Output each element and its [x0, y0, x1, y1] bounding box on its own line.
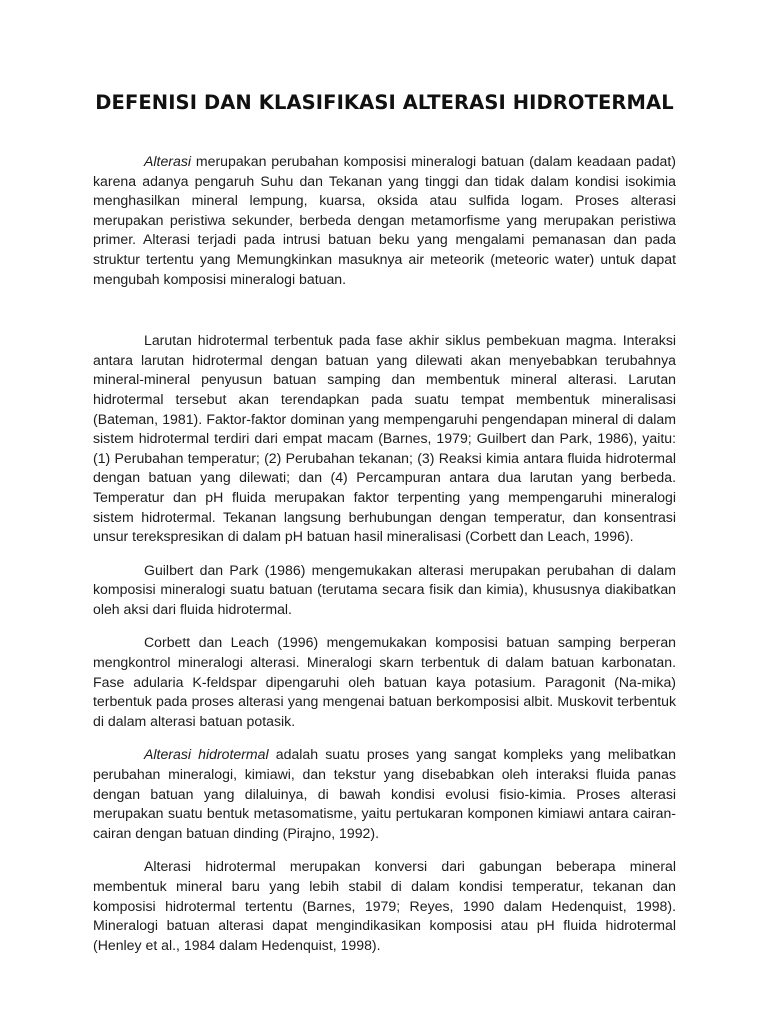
paragraph-larutan-hidrotermal: Larutan hidrotermal terbentuk pada fase akhir siklus pembekuan magma. Interaksi antara larutan hidrotermal dengan batuan yang dilewati akan menyebabkan terubahnya mineral-mineral penyusun batuan samping dan membentuk mineral alterasi. Larutan hidrotermal tersebut akan terendapkan pada suatu tempat membentuk mineralisasi (Bateman, 1981). Faktor-faktor dominan yang mempengaruhi pengendapan mineral di dalam sistem hidrotermal terdiri dari empat macam (Barnes, 1979; Guilbert dan Park, 1986), yaitu: (1) Perubahan temperatur; (2) Perubahan tekanan; (3) Reaksi kimia antara fluida hidrotermal dengan batuan yang dilewati; dan (4) Percampuran antara dua larutan yang berbeda. Temperatur dan pH fluida merupakan faktor terpenting yang mempengaruhi mineralogi sistem hidrotermal. Tekanan langsung berhubungan dengan temperatur, dan konsentrasi unsur terekspresikan di dalam pH batuan hasil mineralisasi (Corbett dan Leach, 1996).: [93, 332, 676, 545]
document-title: DEFENISI DAN KLASIFIKASI ALTERASI HIDROTERMAL: [95, 91, 674, 114]
paragraph-text: adalah suatu proses yang sangat kompleks yang melibatkan perubahan mineralogi, kimiawi, dan tekstur yang disebabkan oleh interaksi fluida panas dengan batuan yang dilaluinya, di bawah kondisi evolusi fisio-kimia. Proses alterasi merupakan suatu bentuk metasomatisme, yaitu pertukaran komponen kimiawi antara cairan-cairan dengan batuan dinding (Pirajno, 1992).: [93, 746, 676, 841]
term-alterasi-hidrotermal: Alterasi hidrotermal: [144, 746, 269, 763]
term-alterasi: Alterasi: [144, 153, 191, 169]
paragraph-text: merupakan perubahan komposisi mineralogi batuan (dalam keadaan padat) karena adanya pengaruh Suhu dan Tekanan yang tinggi dan tidak dalam kondisi isokimia menghasilkan mineral lempung, kuarsa, oksida atau sulfida logam. Proses alterasi merupakan peristiwa sekunder, berbeda dengan metamorfisme yang merupakan peristiwa primer. Alterasi terjadi pada intrusi batuan beku yang mengalami pemanasan dan pada struktur tertentu yang Memungkinkan masuknya air meteorik (meteoric water) untuk dapat mengubah komposisi mineralogi batuan.: [93, 153, 676, 287]
paragraph-guilbert-park: Guilbert dan Park (1986) mengemukakan alterasi merupakan perubahan di dalam komposisi mineralogi suatu batuan (terutama secara fisik dan kimia), khususnya diakibatkan oleh aksi dari fluida hidrotermal.: [93, 561, 676, 617]
paragraph-konversi-mineral: Alterasi hidrotermal merupakan konversi dari gabungan beberapa mineral membentuk mineral baru yang lebih stabil di dalam kondisi temperatur, tekanan dan komposisi hidrotermal tertentu (Barnes, 1979; Reyes, 1990 dalam Hedenquist, 1998). Mineralogi batuan alterasi dapat mengindikasikan komposisi atau pH fluida hidrotermal (Henley et al., 1984 dalam Hedenquist, 1998).: [93, 858, 676, 953]
paragraph-corbett-leach: Corbett dan Leach (1996) mengemukakan komposisi batuan samping berperan mengkontrol mineralogi alterasi. Mineralogi skarn terbentuk di dalam batuan karbonatan. Fase adularia K-feldspar dipengaruhi oleh batuan kaya potasium. Paragonit (Na-mika) terbentuk pada proses alterasi yang mengenai batuan berkomposisi albit. Muskovit terbentuk di dalam alterasi batuan potasik.: [93, 634, 676, 729]
paragraph-alterasi-definition: [93, 152, 676, 289]
paragraph-alterasi-hidrotermal: [93, 745, 676, 843]
